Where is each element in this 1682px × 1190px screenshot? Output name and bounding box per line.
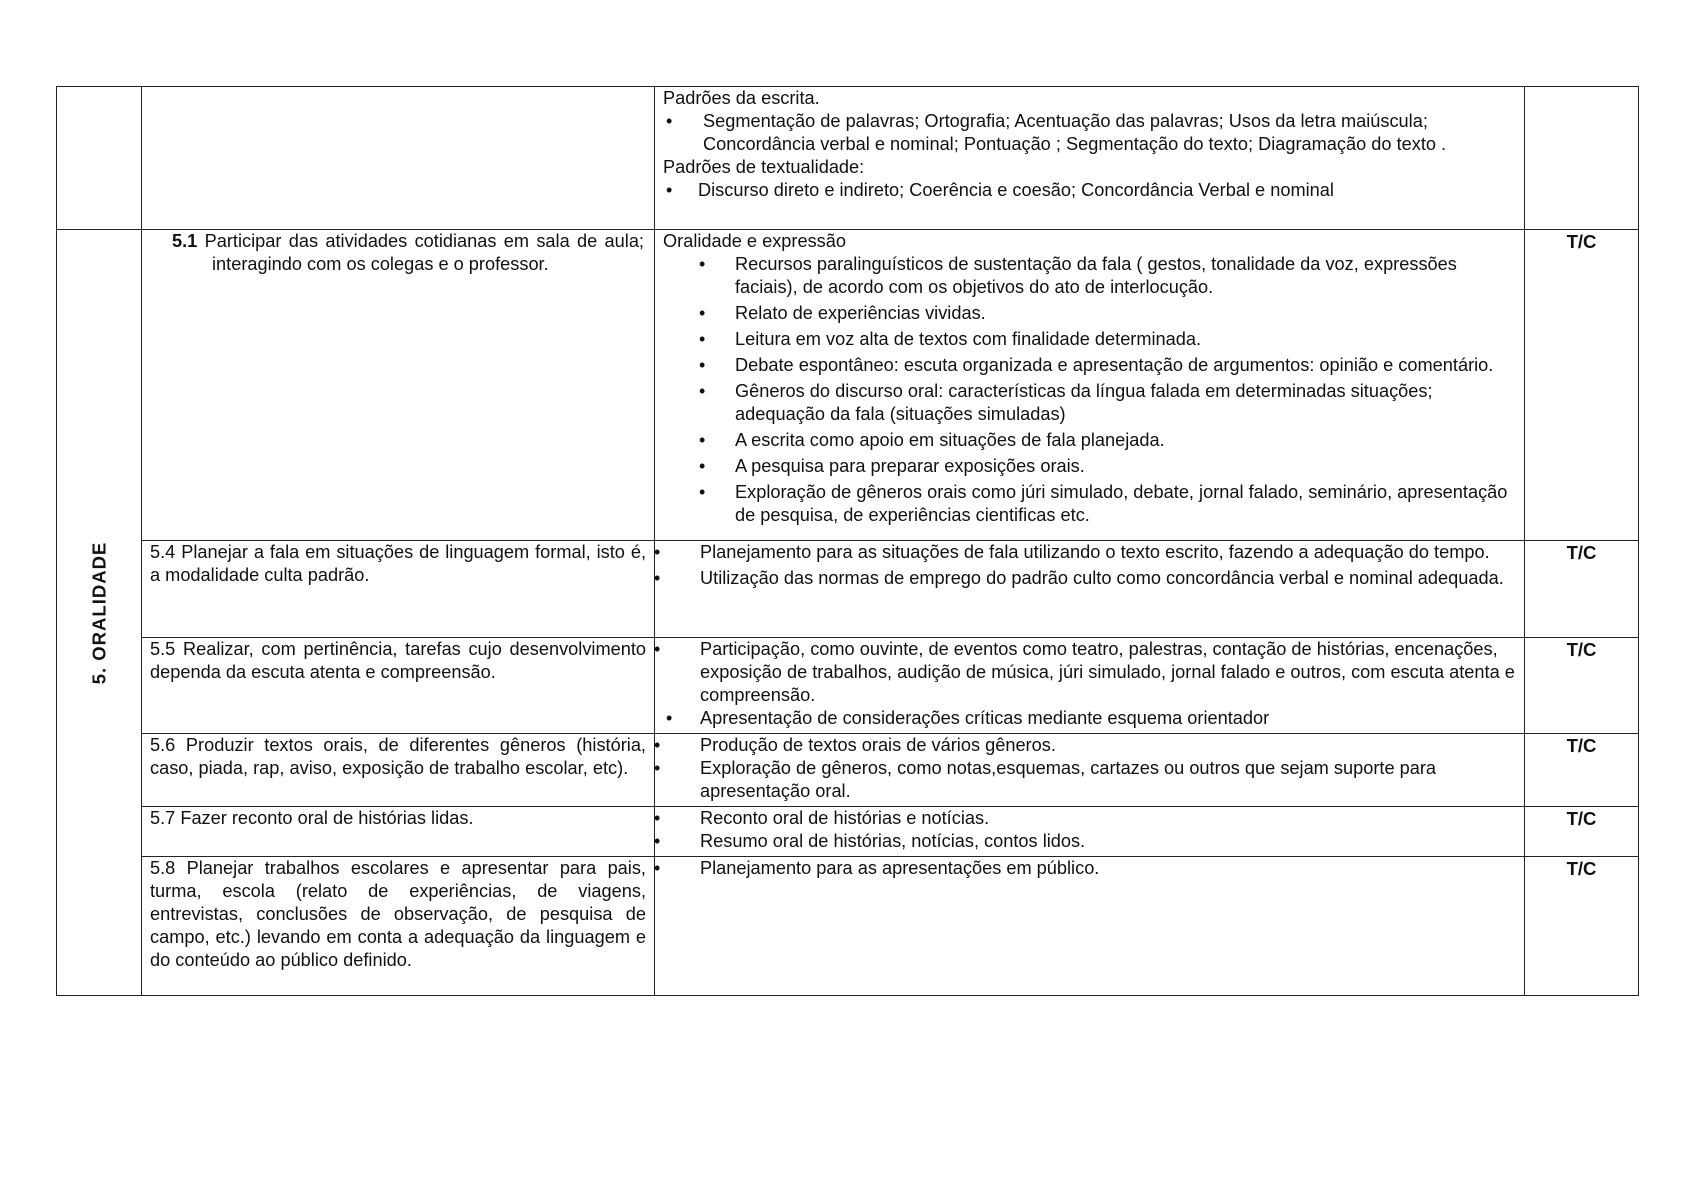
list-item: • A pesquisa para preparar exposições orais. (663, 455, 1516, 478)
table-row (57, 230, 1639, 541)
objective-cell-empty (142, 87, 655, 230)
list-item: • Recursos paralinguísticos de sustentação da fala ( gestos, tonalidade da voz, expressões faciais), de acordo com os objetivos do ato de interlocução. (663, 253, 1516, 299)
list-item: • Reconto oral de histórias e notícias. (663, 807, 1516, 830)
content-heading: Oralidade e expressão (663, 231, 846, 251)
list-item: • Participação, como ouvinte, de eventos como teatro, palestras, contação de histórias, encenações, exposição de trabalhos, audição de música, júri simulado, jornal falado e outros, com escuta atenta e compreensão. (663, 638, 1516, 707)
content-list (663, 541, 1516, 590)
list-item: • Gêneros do discurso oral: características da língua falada em determinadas situações; adequação da fala (situações simuladas) (663, 380, 1516, 426)
table-row (57, 638, 1639, 734)
list-item: • Debate espontâneo: escuta organizada e apresentação de argumentos: opinião e comentário. (663, 354, 1516, 377)
content-list (663, 638, 1516, 730)
list-item: • Relato de experiências vividas. (663, 302, 1516, 325)
code-cell: T/C (1525, 734, 1639, 807)
list-item: • Planejamento para as situações de fala utilizando o texto escrito, fazendo a adequação do tempo. (663, 541, 1516, 564)
table-row (57, 541, 1639, 638)
content-list (663, 857, 1516, 880)
code-cell: T/C (1525, 230, 1639, 541)
content-cell (655, 230, 1525, 541)
content-list (663, 179, 1516, 202)
content-list (663, 110, 1516, 156)
objective-number: 5.1 (172, 231, 198, 251)
table-row (57, 734, 1639, 807)
objective-cell: 5.7 Fazer reconto oral de histórias lidas. (142, 807, 655, 857)
objective-cell: 5.4 Planejar a fala em situações de linguagem formal, isto é, a modalidade culta padrão. (142, 541, 655, 638)
objective-text: Participar das atividades cotidianas em sala de aula; interagindo com os colegas e o professor. (197, 231, 644, 274)
code-cell: T/C (1525, 857, 1639, 996)
table-row (57, 87, 1639, 230)
table-row (57, 807, 1639, 857)
objective-cell: 5.6 Produzir textos orais, de diferentes gêneros (história, caso, piada, rap, aviso, exposição de trabalho escolar, etc). (142, 734, 655, 807)
list-item: • Produção de textos orais de vários gêneros. (663, 734, 1516, 757)
table-row (57, 857, 1639, 996)
list-item: • Apresentação de considerações críticas mediante esquema orientador (663, 707, 1516, 730)
content-heading: Padrões de textualidade: (663, 157, 865, 177)
content-cell (655, 87, 1525, 230)
axis-label: 5. ORALIDADE (88, 541, 110, 684)
list-item: • Exploração de gêneros orais como júri simulado, debate, jornal falado, seminário, apresentação de pesquisa, de experiências cientificas etc. (663, 481, 1516, 527)
list-item: • Segmentação de palavras; Ortografia; Acentuação das palavras; Usos da letra maiúscula; Concordância verbal e nominal; Pontuação ; Segmentação do texto; Diagramação do texto . (663, 110, 1516, 156)
code-cell: T/C (1525, 541, 1639, 638)
code-cell: T/C (1525, 807, 1639, 857)
content-cell (655, 734, 1525, 807)
curriculum-table (56, 86, 1639, 996)
list-item: • Utilização das normas de emprego do padrão culto como concordância verbal e nominal adequada. (663, 567, 1516, 590)
content-heading: Padrões da escrita. (663, 88, 820, 108)
objective-cell: 5.8 Planejar trabalhos escolares e apresentar para pais, turma, escola (relato de experiências, de viagens, entrevistas, conclusões de observação, de pesquisa de campo, etc.) levando em conta a adequação da linguagem e do conteúdo ao público definido. (142, 857, 655, 996)
content-cell (655, 638, 1525, 734)
content-list (663, 253, 1516, 527)
list-item: • Resumo oral de histórias, notícias, contos lidos. (663, 830, 1516, 853)
axis-cell (57, 230, 142, 996)
content-list (663, 807, 1516, 853)
content-list (663, 734, 1516, 803)
code-cell: T/C (1525, 638, 1639, 734)
objective-cell: 5.5 Realizar, com pertinência, tarefas cujo desenvolvimento dependa da escuta atenta e compreensão. (142, 638, 655, 734)
axis-cell-empty (57, 87, 142, 230)
code-cell-empty (1525, 87, 1639, 230)
list-item: • Leitura em voz alta de textos com finalidade determinada. (663, 328, 1516, 351)
objective-cell (142, 230, 655, 541)
list-item: • Exploração de gêneros, como notas,esquemas, cartazes ou outros que sejam suporte para apresentação oral. (663, 757, 1516, 803)
content-cell (655, 541, 1525, 638)
content-cell (655, 857, 1525, 996)
list-item: • Planejamento para as apresentações em público. (663, 857, 1516, 880)
list-item: • A escrita como apoio em situações de fala planejada. (663, 429, 1516, 452)
content-cell (655, 807, 1525, 857)
list-item: • Discurso direto e indireto; Coerência e coesão; Concordância Verbal e nominal (663, 179, 1516, 202)
